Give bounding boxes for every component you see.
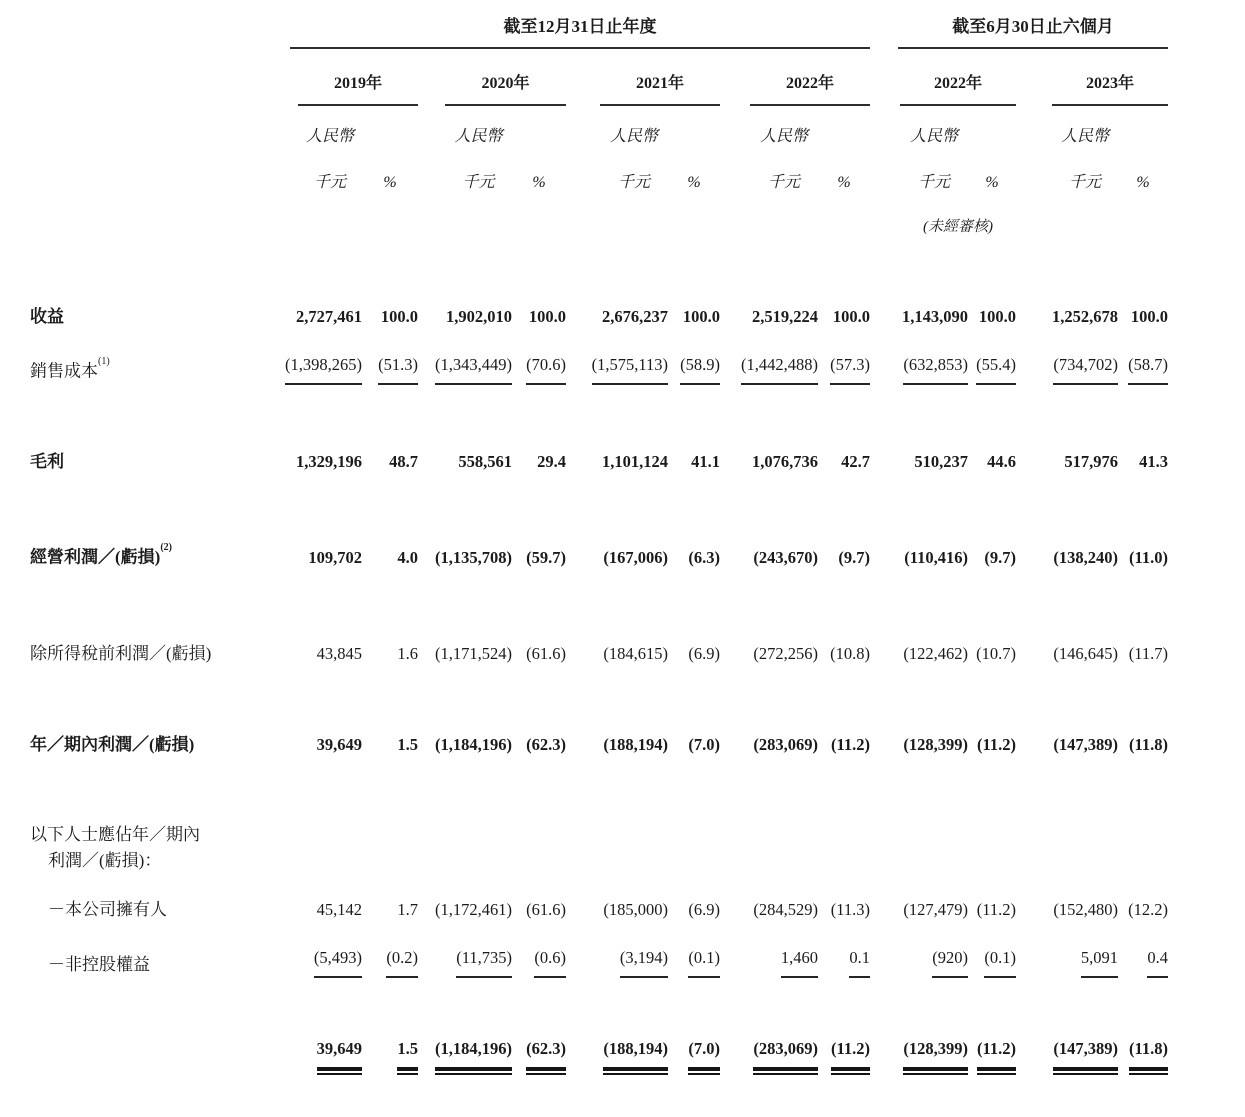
percent-cell: (6.3) <box>688 547 720 567</box>
amount-cell: (1,442,488) <box>720 352 818 385</box>
amount-cell: 39,649 <box>316 734 362 754</box>
period-title-interim: 截至6月30日止六個月 <box>898 14 1168 49</box>
amount-cell: (188,194) <box>566 1036 668 1071</box>
percent-cell: (11.2) <box>968 1036 1016 1071</box>
currency-label: 人民幣 <box>1060 128 1109 145</box>
percent-cell: (70.6) <box>512 352 566 385</box>
table-row <box>0 945 1245 978</box>
percent-cell: (11.2) <box>977 734 1016 754</box>
row-label: 年／期內利潤／(虧損) <box>30 734 195 754</box>
amount-cell: 109,702 <box>308 547 362 567</box>
amount-cell: (1,184,196) <box>435 734 512 754</box>
unit-percent-label: % <box>837 174 851 191</box>
amount-cell: (1,171,524) <box>435 643 512 663</box>
unit-header-row <box>0 170 1245 196</box>
amount-cell: (1,135,708) <box>435 547 512 567</box>
percent-cell: 1.5 <box>397 734 418 754</box>
year-column-2021: 2021年 <box>566 71 720 106</box>
percent-cell: 100.0 <box>528 307 566 326</box>
amount-cell: (3,194) <box>566 945 668 978</box>
unit-percent-label: % <box>687 174 701 191</box>
percent-cell: (61.6) <box>526 899 566 919</box>
percent-cell: (11.3) <box>830 899 870 919</box>
unit-thousand-label: 千元 <box>917 174 950 191</box>
period-group-interim <box>870 14 1168 49</box>
percent-cell: (11.0) <box>1129 547 1168 567</box>
percent-cell: 1.7 <box>397 899 418 919</box>
row-label: 以下人士應佔年／期內 利潤／(虧損)： <box>30 824 200 870</box>
currency-header-row <box>0 124 1245 150</box>
percent-cell: (0.1) <box>668 945 720 978</box>
amount-cell: (127,479) <box>903 899 968 919</box>
amount-cell: (243,670) <box>753 547 818 567</box>
percent-cell: 100.0 <box>1130 307 1168 326</box>
currency-label: 人民幣 <box>909 128 958 145</box>
amount-cell: 1,076,736 <box>752 452 818 471</box>
amount-cell: 1,101,124 <box>602 452 668 471</box>
amount-cell: 1,252,678 <box>1052 307 1118 326</box>
percent-cell: (0.2) <box>362 945 418 978</box>
amount-cell: 517,976 <box>1064 452 1118 471</box>
unaudited-note-row <box>0 214 1245 240</box>
table-row <box>0 1036 1245 1071</box>
percent-cell: (11.2) <box>976 899 1016 919</box>
percent-cell: (0.1) <box>968 945 1016 978</box>
amount-cell: (734,702) <box>1016 352 1118 385</box>
percent-cell: (55.4) <box>968 352 1016 385</box>
percent-cell: (7.0) <box>668 1036 720 1071</box>
row-label: 銷售成本$^{(1)}$ <box>30 356 110 381</box>
footnote-marker: (2) <box>160 542 172 553</box>
amount-cell: (122,462) <box>903 643 968 663</box>
table-row <box>0 449 1245 475</box>
percent-cell: (9.7) <box>838 547 870 567</box>
unit-percent-label: % <box>532 174 546 191</box>
unit-thousand-label: 千元 <box>767 174 800 191</box>
percent-cell: 29.4 <box>537 452 566 471</box>
table-body <box>0 304 1245 1071</box>
amount-cell: (184,615) <box>603 643 668 663</box>
table-row <box>0 641 1245 667</box>
amount-cell: (110,416) <box>904 547 968 567</box>
amount-cell: (1,575,113) <box>566 352 668 385</box>
unit-percent-label: % <box>383 174 397 191</box>
percent-cell: (11.8) <box>1118 1036 1168 1071</box>
unit-thousand-label: 千元 <box>1068 174 1101 191</box>
amount-cell: (920) <box>870 945 968 978</box>
percent-cell: (58.9) <box>668 352 720 385</box>
year-column-2023-interim: 2023年 <box>1016 71 1168 106</box>
percent-cell: (0.6) <box>512 945 566 978</box>
amount-cell: (5,493) <box>240 945 362 978</box>
amount-cell: (284,529) <box>753 899 818 919</box>
amount-cell: 2,676,237 <box>602 307 668 326</box>
row-label: 除所得稅前利潤／(虧損) <box>30 643 212 663</box>
percent-cell: (57.3) <box>818 352 870 385</box>
currency-label: 人民幣 <box>759 128 808 145</box>
year-column-2022-interim: 2022年 <box>870 71 1016 106</box>
amount-cell: (283,069) <box>753 734 818 754</box>
amount-cell: (128,399) <box>870 1036 968 1071</box>
percent-cell: (62.3) <box>512 1036 566 1071</box>
amount-cell: 558,561 <box>458 452 512 471</box>
row-label: 毛利 <box>30 452 64 471</box>
percent-cell: (10.7) <box>976 643 1016 663</box>
percent-cell: 41.3 <box>1139 452 1168 471</box>
percent-cell: (11.8) <box>1129 734 1168 754</box>
amount-cell: (283,069) <box>720 1036 818 1071</box>
period-header-row <box>0 14 1245 49</box>
year-column-2020: 2020年 <box>418 71 566 106</box>
currency-label: 人民幣 <box>609 128 658 145</box>
percent-cell: 41.1 <box>691 452 720 471</box>
percent-cell: (12.2) <box>1128 899 1168 919</box>
amount-cell: 510,237 <box>914 452 968 471</box>
percent-cell: (10.8) <box>830 643 870 663</box>
percent-cell: 0.4 <box>1118 945 1168 978</box>
percent-cell: (58.7) <box>1118 352 1168 385</box>
percent-cell: 1.6 <box>397 643 418 663</box>
amount-cell: (632,853) <box>870 352 968 385</box>
table-row <box>0 352 1245 385</box>
percent-cell: 100.0 <box>832 307 870 326</box>
footnote-marker: (1) <box>98 356 110 368</box>
row-label: 收益 <box>30 307 64 326</box>
amount-cell: 43,845 <box>316 643 362 663</box>
percent-cell: (59.7) <box>526 547 566 567</box>
amount-cell: 1,329,196 <box>296 452 362 471</box>
unit-percent-label: % <box>985 174 999 191</box>
period-title-annual: 截至12月31日止年度 <box>290 14 870 49</box>
amount-cell: (11,735) <box>418 945 512 978</box>
table-row <box>0 732 1245 758</box>
percent-cell: (61.6) <box>526 643 566 663</box>
row-label: －本公司擁有人 <box>48 899 167 919</box>
percent-cell: 1.5 <box>362 1036 418 1071</box>
amount-cell: 1,460 <box>720 945 818 978</box>
percent-cell: (6.9) <box>688 643 720 663</box>
year-column-2022: 2022年 <box>720 71 870 106</box>
amount-cell: (1,184,196) <box>418 1036 512 1071</box>
amount-cell: (146,645) <box>1053 643 1118 663</box>
period-group-annual <box>240 14 870 49</box>
amount-cell: 2,519,224 <box>752 307 818 326</box>
amount-cell: 1,902,010 <box>446 307 512 326</box>
percent-cell: 44.6 <box>987 452 1016 471</box>
percent-cell: 100.0 <box>978 307 1016 326</box>
amount-cell: (272,256) <box>753 643 818 663</box>
unit-thousand-label: 千元 <box>462 174 495 191</box>
amount-cell: (188,194) <box>603 734 668 754</box>
table-row <box>0 897 1245 923</box>
amount-cell: (1,343,449) <box>418 352 512 385</box>
amount-cell: (1,398,265) <box>240 352 362 385</box>
amount-cell: 5,091 <box>1016 945 1118 978</box>
currency-label: 人民幣 <box>305 128 354 145</box>
amount-cell: (185,000) <box>603 899 668 919</box>
percent-cell: 48.7 <box>389 452 418 471</box>
percent-cell: (9.7) <box>984 547 1016 567</box>
amount-cell: 2,727,461 <box>296 307 362 326</box>
amount-cell: (147,389) <box>1016 1036 1118 1071</box>
amount-cell: 45,142 <box>316 899 362 919</box>
year-column-2019: 2019年 <box>240 71 418 106</box>
percent-cell: (11.2) <box>831 734 870 754</box>
amount-cell: (1,172,461) <box>435 899 512 919</box>
row-label: 經營利潤／(虧損)$^{(2)}$ <box>30 542 172 567</box>
year-header-row <box>0 71 1245 106</box>
unit-thousand-label: 千元 <box>617 174 650 191</box>
percent-cell: 4.0 <box>397 547 418 567</box>
percent-cell: 0.1 <box>818 945 870 978</box>
table-row <box>0 822 1245 874</box>
percent-cell: (11.2) <box>818 1036 870 1071</box>
amount-cell: 1,143,090 <box>902 307 968 326</box>
percent-cell: (51.3) <box>362 352 418 385</box>
amount-cell: (138,240) <box>1053 547 1118 567</box>
unaudited-note: (未經審核) <box>923 219 993 235</box>
row-label: －非控股權益 <box>48 954 150 974</box>
table-row <box>0 541 1245 571</box>
table-row <box>0 304 1245 330</box>
percent-cell: (62.3) <box>526 734 566 754</box>
percent-cell: 100.0 <box>682 307 720 326</box>
percent-cell: 100.0 <box>380 307 418 326</box>
percent-cell: (6.9) <box>688 899 720 919</box>
amount-cell: (167,006) <box>603 547 668 567</box>
percent-cell: (7.0) <box>688 734 720 754</box>
unit-thousand-label: 千元 <box>313 174 346 191</box>
amount-cell: (128,399) <box>903 734 968 754</box>
currency-label: 人民幣 <box>454 128 503 145</box>
amount-cell: 39,649 <box>240 1036 362 1071</box>
percent-cell: (11.7) <box>1128 643 1168 663</box>
amount-cell: (152,480) <box>1053 899 1118 919</box>
unit-percent-label: % <box>1136 174 1150 191</box>
amount-cell: (147,389) <box>1053 734 1118 754</box>
percent-cell: 42.7 <box>841 452 870 471</box>
